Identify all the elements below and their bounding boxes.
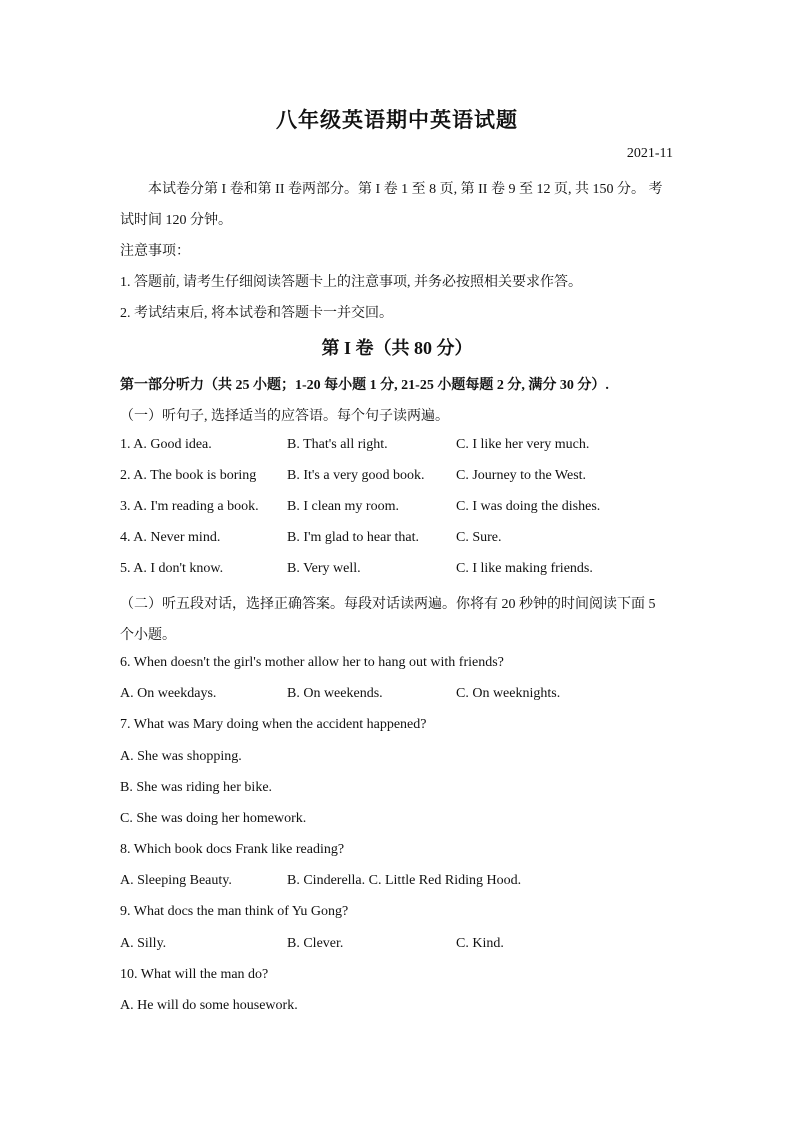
option-a: 1. A. Good idea. bbox=[120, 437, 212, 452]
option-c: C. Journey to the West. bbox=[456, 468, 587, 483]
question-10-stem: 10. What will the man do? bbox=[120, 967, 269, 982]
question-7-option-b: B. She was riding her bike. bbox=[120, 780, 273, 795]
intro-line-2: 试时间 120 分钟。 bbox=[120, 213, 232, 228]
option-a: A. On weekdays. bbox=[120, 686, 217, 701]
part1-title: 第一部分听力（共 25 小题；1-20 每小题 1 分, 21-25 小题每题 2 分, 满分 30 分）. bbox=[120, 378, 609, 393]
intro-line-1: 本试卷分第 I 卷和第 II 卷两部分。第 I 卷 1 至 8 页, 第 II 卷 9 至 12 页, 共 150 分。 考 bbox=[148, 182, 663, 197]
question-8-stem: 8. Which book docs Frank like reading? bbox=[120, 842, 345, 857]
option-b-c: B. Cinderella. C. Little Red Riding Hood. bbox=[287, 873, 522, 888]
notice-item-1: 1. 答题前, 请考生仔细阅读答题卡上的注意事项, 并务必按照相关要求作答。 bbox=[120, 275, 582, 290]
option-c: C. On weeknights. bbox=[456, 686, 561, 701]
section2-instructions-1: （二）听五段对话，选择正确答案。每段对话读两遍。你将有 20 秒钟的时间阅读下面 5 bbox=[120, 597, 656, 612]
page-title: 八年级英语期中英语试题 bbox=[276, 108, 518, 132]
question-7-option-a: A. She was shopping. bbox=[120, 749, 242, 764]
option-a: 3. A. I'm reading a book. bbox=[120, 499, 259, 514]
question-7-stem: 7. What was Mary doing when the accident happened? bbox=[120, 717, 427, 732]
option-c: C. Sure. bbox=[456, 530, 502, 545]
option-b: B. Clever. bbox=[287, 936, 344, 951]
option-a: 2. A. The book is boring bbox=[120, 468, 257, 483]
option-a: 5. A. I don't know. bbox=[120, 561, 224, 576]
question-10-option-a: A. He will do some housework. bbox=[120, 998, 298, 1013]
option-b: B. I clean my room. bbox=[287, 499, 399, 514]
option-b: B. It's a very good book. bbox=[287, 468, 425, 483]
section1-instructions: （一）听句子, 选择适当的应答语。每个句子读两遍。 bbox=[120, 409, 449, 424]
question-9-stem: 9. What docs the man think of Yu Gong? bbox=[120, 904, 349, 919]
option-b: B. That's all right. bbox=[287, 437, 388, 452]
option-a: 4. A. Never mind. bbox=[120, 530, 221, 545]
question-6-stem: 6. When doesn't the girl's mother allow her to hang out with friends? bbox=[120, 655, 504, 670]
option-b: B. I'm glad to hear that. bbox=[287, 530, 419, 545]
option-c: C. I like her very much. bbox=[456, 437, 590, 452]
option-a: A. Sleeping Beauty. bbox=[120, 873, 232, 888]
section2-instructions-2: 个小题。 bbox=[120, 628, 176, 643]
option-c: C. I like making friends. bbox=[456, 561, 593, 576]
volume-title: 第 I 卷（共 80 分） bbox=[321, 338, 473, 358]
question-7-option-c: C. She was doing her homework. bbox=[120, 811, 307, 826]
notice-item-2: 2. 考试结束后, 将本试卷和答题卡一并交回。 bbox=[120, 306, 393, 321]
exam-date: 2021-11 bbox=[626, 146, 673, 161]
option-c: C. Kind. bbox=[456, 936, 504, 951]
option-b: B. On weekends. bbox=[287, 686, 383, 701]
option-a: A. Silly. bbox=[120, 936, 167, 951]
notice-title: 注意事项： bbox=[120, 244, 190, 259]
option-c: C. I was doing the dishes. bbox=[456, 499, 601, 514]
option-b: B. Very well. bbox=[287, 561, 361, 576]
